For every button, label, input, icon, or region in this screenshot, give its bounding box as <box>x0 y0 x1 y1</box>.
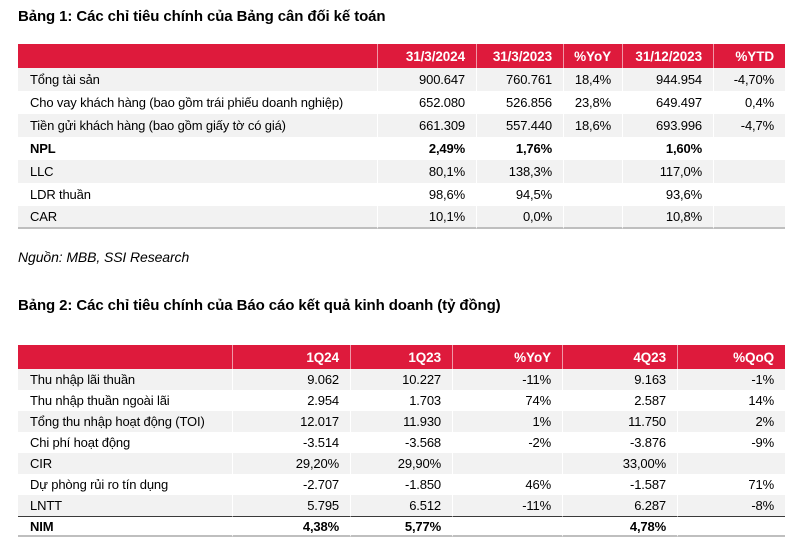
cell-value: -1% <box>677 369 785 390</box>
cell-value <box>677 453 785 474</box>
cell-value: -4,70% <box>713 68 785 91</box>
cell-value: 0,0% <box>476 206 563 229</box>
row-label: Cho vay khách hàng (bao gồm trái phiếu doanh nghiệp) <box>18 91 377 114</box>
cell-value: 652.080 <box>377 91 476 114</box>
cell-value: -11% <box>452 369 562 390</box>
row-label: Thu nhập lãi thuần <box>18 369 232 390</box>
cell-value: 11.930 <box>350 411 452 432</box>
row-label: Thu nhập thuần ngoài lãi <box>18 390 232 411</box>
cell-value: 71% <box>677 474 785 495</box>
cell-value: 80,1% <box>377 160 476 183</box>
cell-value: 18,6% <box>563 114 622 137</box>
column-header: %YoY <box>452 345 562 369</box>
cell-value: 944.954 <box>622 68 713 91</box>
row-label: LDR thuần <box>18 183 377 206</box>
cell-value <box>677 516 785 537</box>
table-row <box>18 91 785 114</box>
cell-value: 4,78% <box>562 516 677 537</box>
cell-value: 0,4% <box>713 91 785 114</box>
row-label: Tổng thu nhập hoạt động (TOI) <box>18 411 232 432</box>
column-header: %YoY <box>563 44 622 68</box>
source-note: Nguồn: MBB, SSI Research <box>18 249 190 265</box>
column-header: 1Q23 <box>350 345 452 369</box>
table2-title: Bảng 2: Các chỉ tiêu chính của Báo cáo kết quả kinh doanh (tỷ đồng) <box>18 297 501 314</box>
cell-value: 2,49% <box>377 137 476 160</box>
cell-value: 9.062 <box>232 369 350 390</box>
cell-value <box>563 183 622 206</box>
cell-value: 760.761 <box>476 68 563 91</box>
table-row <box>18 114 785 137</box>
cell-value: 93,6% <box>622 183 713 206</box>
cell-value: 29,90% <box>350 453 452 474</box>
cell-value: 1,60% <box>622 137 713 160</box>
cell-value: 557.440 <box>476 114 563 137</box>
cell-value: 117,0% <box>622 160 713 183</box>
row-label: Tiền gửi khách hàng (bao gồm giấy tờ có giá) <box>18 114 377 137</box>
table-header-row <box>18 44 785 68</box>
cell-value <box>713 206 785 229</box>
cell-value: 1.703 <box>350 390 452 411</box>
row-label: Dự phòng rủi ro tín dụng <box>18 474 232 495</box>
cell-value <box>563 160 622 183</box>
balance-sheet-table <box>18 44 785 229</box>
cell-value: 1,76% <box>476 137 563 160</box>
row-label: CIR <box>18 453 232 474</box>
cell-value: 900.647 <box>377 68 476 91</box>
cell-value: 23,8% <box>563 91 622 114</box>
cell-value: 2% <box>677 411 785 432</box>
table-row <box>18 183 785 206</box>
cell-value <box>452 516 562 537</box>
column-header: 31/3/2023 <box>476 44 563 68</box>
cell-value: -4,7% <box>713 114 785 137</box>
cell-value <box>713 137 785 160</box>
column-header <box>18 44 377 68</box>
cell-value: 14% <box>677 390 785 411</box>
column-header: 1Q24 <box>232 345 350 369</box>
cell-value: -11% <box>452 495 562 516</box>
cell-value: 98,6% <box>377 183 476 206</box>
row-label: CAR <box>18 206 377 229</box>
row-label: Tổng tài sản <box>18 68 377 91</box>
row-label: Chi phí hoạt động <box>18 432 232 453</box>
cell-value: -9% <box>677 432 785 453</box>
cell-value: 661.309 <box>377 114 476 137</box>
cell-value: 10,8% <box>622 206 713 229</box>
cell-value: -8% <box>677 495 785 516</box>
cell-value: 12.017 <box>232 411 350 432</box>
cell-value: 46% <box>452 474 562 495</box>
cell-value: -1.587 <box>562 474 677 495</box>
cell-value: 138,3% <box>476 160 563 183</box>
cell-value: 5.795 <box>232 495 350 516</box>
cell-value <box>713 160 785 183</box>
cell-value: 4,38% <box>232 516 350 537</box>
cell-value: 29,20% <box>232 453 350 474</box>
table-header-row <box>18 345 785 369</box>
cell-value: 33,00% <box>562 453 677 474</box>
cell-value: 1% <box>452 411 562 432</box>
row-label: NIM <box>18 516 232 537</box>
row-label: LNTT <box>18 495 232 516</box>
cell-value: 6.287 <box>562 495 677 516</box>
table-row <box>18 68 785 91</box>
table-row <box>18 390 785 411</box>
table-row <box>18 137 785 160</box>
table-row <box>18 160 785 183</box>
cell-value: 2.954 <box>232 390 350 411</box>
cell-value: 10,1% <box>377 206 476 229</box>
cell-value: 5,77% <box>350 516 452 537</box>
cell-value: 74% <box>452 390 562 411</box>
table-row <box>18 369 785 390</box>
cell-value: 693.996 <box>622 114 713 137</box>
table-row <box>18 432 785 453</box>
table-row <box>18 453 785 474</box>
cell-value <box>563 137 622 160</box>
income-statement-table <box>18 345 785 537</box>
cell-value: -2.707 <box>232 474 350 495</box>
table-row <box>18 206 785 229</box>
cell-value <box>713 183 785 206</box>
cell-value: -3.514 <box>232 432 350 453</box>
table-row <box>18 474 785 495</box>
cell-value: -2% <box>452 432 562 453</box>
cell-value: 18,4% <box>563 68 622 91</box>
row-label: NPL <box>18 137 377 160</box>
cell-value <box>563 206 622 229</box>
cell-value: 94,5% <box>476 183 563 206</box>
column-header: %QoQ <box>677 345 785 369</box>
cell-value: -3.568 <box>350 432 452 453</box>
cell-value: -3.876 <box>562 432 677 453</box>
cell-value: 6.512 <box>350 495 452 516</box>
cell-value: 9.163 <box>562 369 677 390</box>
column-header <box>18 345 232 369</box>
column-header: 4Q23 <box>562 345 677 369</box>
cell-value: 11.750 <box>562 411 677 432</box>
row-label: LLC <box>18 160 377 183</box>
table-row <box>18 516 785 537</box>
column-header: 31/12/2023 <box>622 44 713 68</box>
cell-value: 649.497 <box>622 91 713 114</box>
table1-title: Bảng 1: Các chỉ tiêu chính của Bảng cân đối kế toán <box>18 8 386 25</box>
cell-value <box>452 453 562 474</box>
cell-value: -1.850 <box>350 474 452 495</box>
cell-value: 2.587 <box>562 390 677 411</box>
cell-value: 526.856 <box>476 91 563 114</box>
cell-value: 10.227 <box>350 369 452 390</box>
table-row <box>18 411 785 432</box>
column-header: %YTD <box>713 44 785 68</box>
column-header: 31/3/2024 <box>377 44 476 68</box>
table-row <box>18 495 785 516</box>
